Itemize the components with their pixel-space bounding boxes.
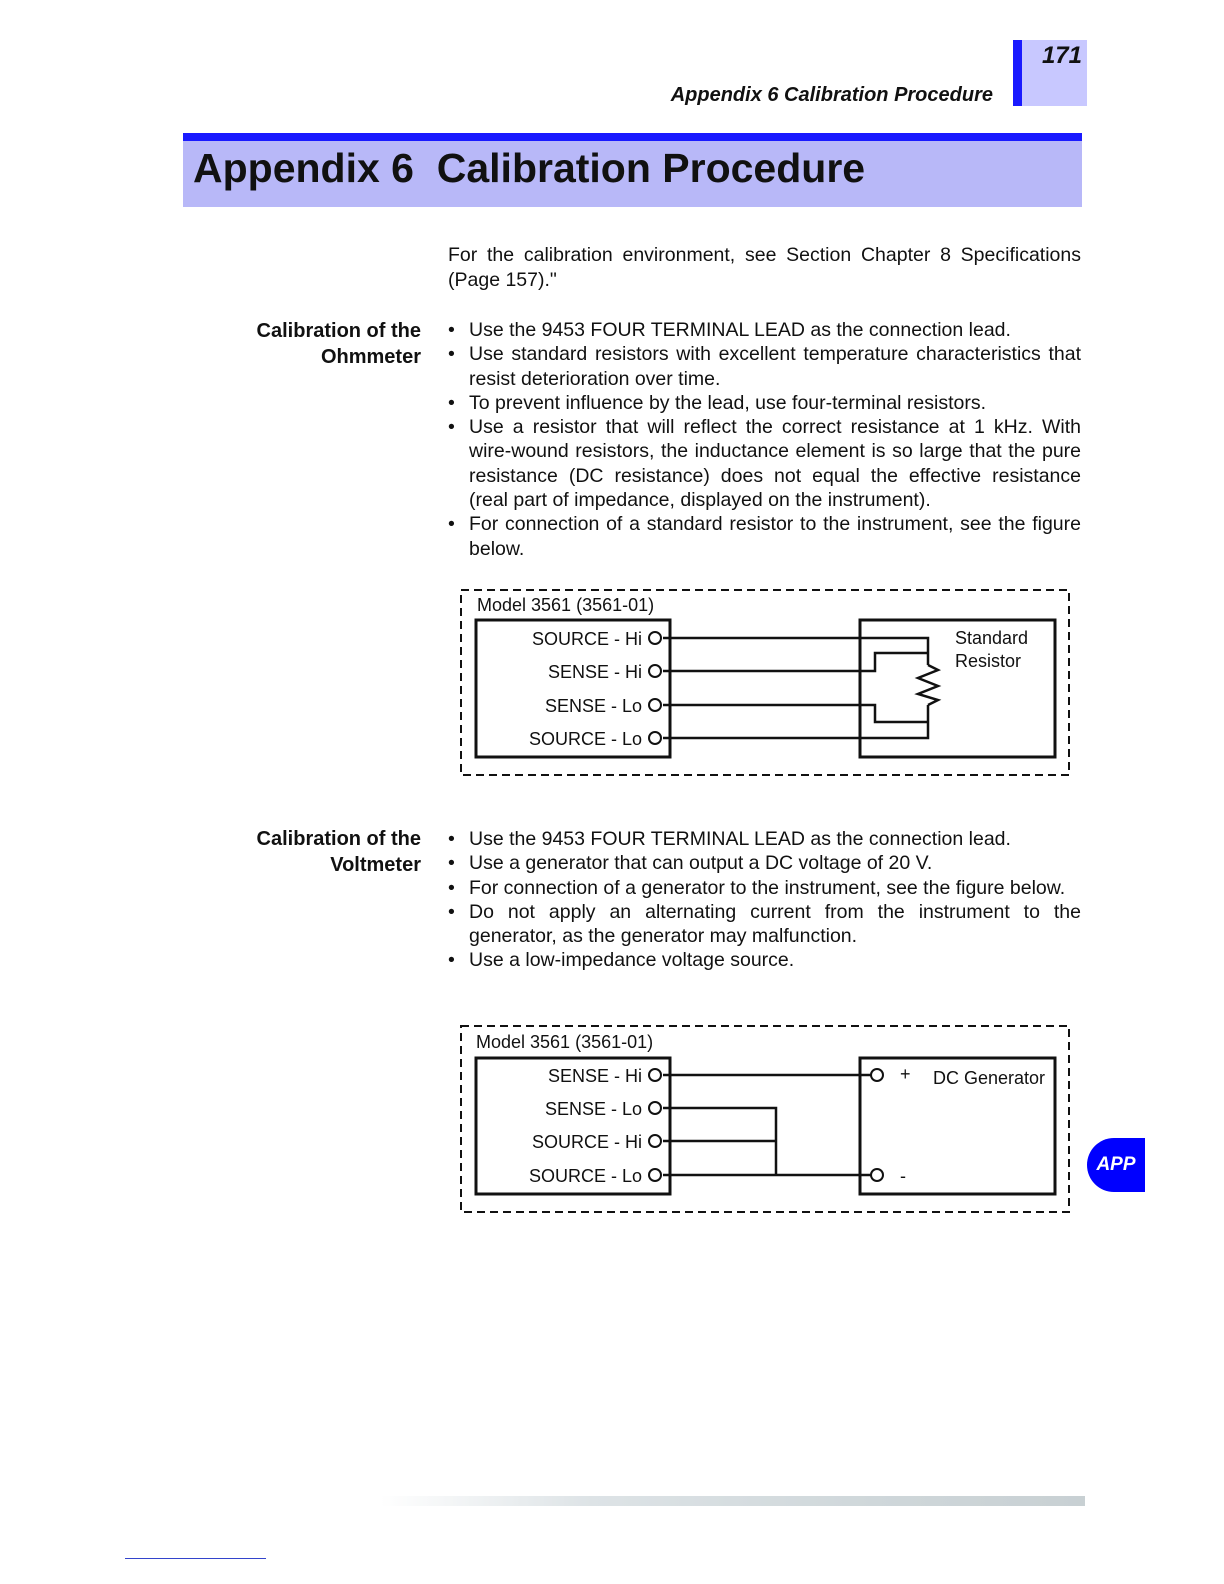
- terminal-label: SENSE - Lo: [544, 1099, 642, 1119]
- model-label: Model 3561 (3561-01): [477, 595, 655, 615]
- bullet: • Use a resistor that will reflect the correct resistance at 1 kHz. With wire-wound resistors, the inductance element is so large that the pure resistance (DC resistance) does not equal the effective resistance (real part of impedance, displayed on the instrument).: [448, 415, 1081, 512]
- ohmmeter-heading: Calibration of the Ohmmeter: [256, 320, 421, 368]
- page-title: Appendix 6 Calibration Procedure: [193, 145, 866, 191]
- bullet: • Use a generator that can output a DC voltage of 20 V.: [448, 851, 1081, 875]
- bullet: • Use a low-impedance voltage source.: [448, 948, 1081, 972]
- footer-gradient-line: [380, 1496, 1085, 1506]
- voltmeter-heading: Calibration of the Voltmeter: [256, 828, 421, 876]
- running-head: Appendix 6 Calibration Procedure: [670, 84, 993, 106]
- terminal-icon: [871, 1169, 883, 1181]
- appendix-side-tab[interactable]: APP: [1087, 1138, 1145, 1192]
- bullet: • Do not apply an alternating current from the instrument to the generator, as the generator may malfunction.: [448, 900, 1081, 949]
- wires: [663, 1075, 871, 1175]
- terminal-icon: [649, 699, 661, 711]
- terminal-label: SOURCE - Lo: [528, 729, 642, 749]
- bullet: • Use standard resistors with excellent temperature characteristics that resist deterioration over time.: [448, 342, 1081, 391]
- intro-paragraph: For the calibration environment, see Section Chapter 8 Specifications (Page 157).": [448, 244, 1081, 291]
- resistor-zigzag: [918, 665, 938, 705]
- wires: [663, 638, 938, 738]
- device-label: Standard: [955, 628, 1029, 648]
- terminal-label: SOURCE - Hi: [531, 1132, 642, 1152]
- terminal-label: SOURCE - Hi: [531, 629, 642, 649]
- terminal-label: SENSE - Hi: [547, 662, 642, 682]
- model-label: Model 3561 (3561-01): [476, 1032, 654, 1052]
- bullet: • Use the 9453 FOUR TERMINAL LEAD as the connection lead.: [448, 318, 1081, 342]
- terminal-label: SOURCE - Lo: [528, 1166, 642, 1186]
- bullet: • For connection of a generator to the instrument, see the figure below.: [448, 876, 1081, 900]
- terminal-label: SENSE - Hi: [547, 1066, 642, 1086]
- minus-label: -: [900, 1166, 906, 1186]
- device-label: DC Generator: [933, 1068, 1046, 1088]
- terminal-icon: [649, 1169, 661, 1181]
- terminal-icon: [649, 1135, 661, 1147]
- bullet: • For connection of a standard resistor to the instrument, see the figure below.: [448, 512, 1081, 561]
- terminal-icon: [649, 732, 661, 744]
- plus-label: +: [900, 1064, 911, 1084]
- terminal-icon: [871, 1069, 883, 1081]
- terminal-icon: [649, 632, 661, 644]
- terminal-label: SENSE - Lo: [544, 696, 642, 716]
- bullet: • To prevent influence by the lead, use four-terminal resistors.: [448, 391, 1081, 415]
- terminal-icon: [649, 1069, 661, 1081]
- page-number: 171: [1041, 42, 1082, 69]
- terminal-icon: [649, 665, 661, 677]
- bullet: • Use the 9453 FOUR TERMINAL LEAD as the connection lead.: [448, 827, 1081, 851]
- voltmeter-bullets: [448, 827, 1081, 973]
- bottom-rule: [125, 1558, 266, 1559]
- terminal-icon: [649, 1102, 661, 1114]
- device-label: Resistor: [955, 651, 1022, 671]
